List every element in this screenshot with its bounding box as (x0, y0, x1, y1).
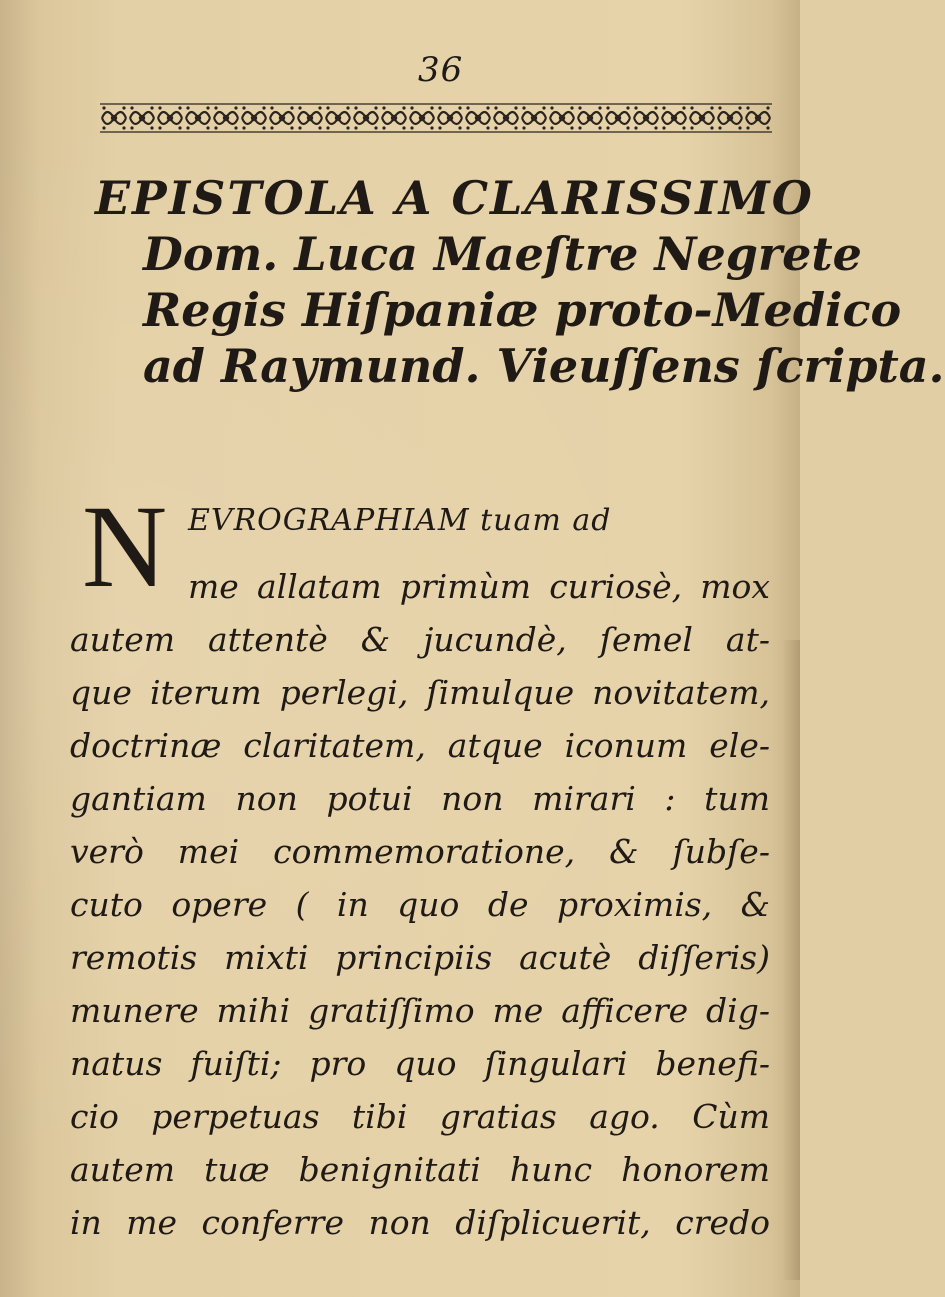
first-text-line: EVROGRAPHIAM tuam ad (188, 503, 612, 538)
title-line: ad Raymund. Vieuſſens ſcripta. (143, 339, 945, 393)
text-line: autem attentè & jucundè, ſemel at- (70, 620, 770, 659)
epistle-title (95, 170, 945, 394)
text-line: verò mei commemoratione, & ſubſe- (70, 832, 770, 871)
text-line: doctrinæ claritatem, atque iconum ele- (70, 726, 770, 765)
text-line: in me conferre non diſplicuerit, credo (70, 1203, 770, 1242)
text-line: autem tuæ benignitati hunc honorem (70, 1150, 770, 1189)
body-paragraph (70, 560, 770, 1249)
text-line: gantiam non potui non mirari : tum (70, 779, 770, 818)
drop-cap: N (82, 481, 168, 612)
page-gutter-shadow (782, 640, 800, 1280)
title-line: Regis Hiſpaniæ proto-Medico (143, 283, 902, 337)
text-line: munere mihi gratiſſimo me afficere dig- (70, 991, 770, 1030)
text-line: cio perpetuas tibi gratias ago. Cùm (70, 1097, 770, 1136)
text-line: me allatam primùm curiosè, mox (188, 567, 770, 606)
text-line: natus fuiſti; pro quo ſingulari benefi- (70, 1044, 770, 1083)
title-line: Dom. Luca Maeſtre Negrete (143, 227, 862, 281)
page-number: 36 (418, 50, 464, 90)
text-line: remotis mixti principiis acutè diſſeris) (70, 938, 770, 977)
title-line: EPISTOLA A CLARISSIMO (95, 171, 814, 225)
ornamental-border (100, 102, 772, 134)
text-line: cuto opere ( in quo de proximis, & (70, 885, 770, 924)
text-line: que iterum perlegi, ſimulque novitatem, (70, 673, 770, 712)
